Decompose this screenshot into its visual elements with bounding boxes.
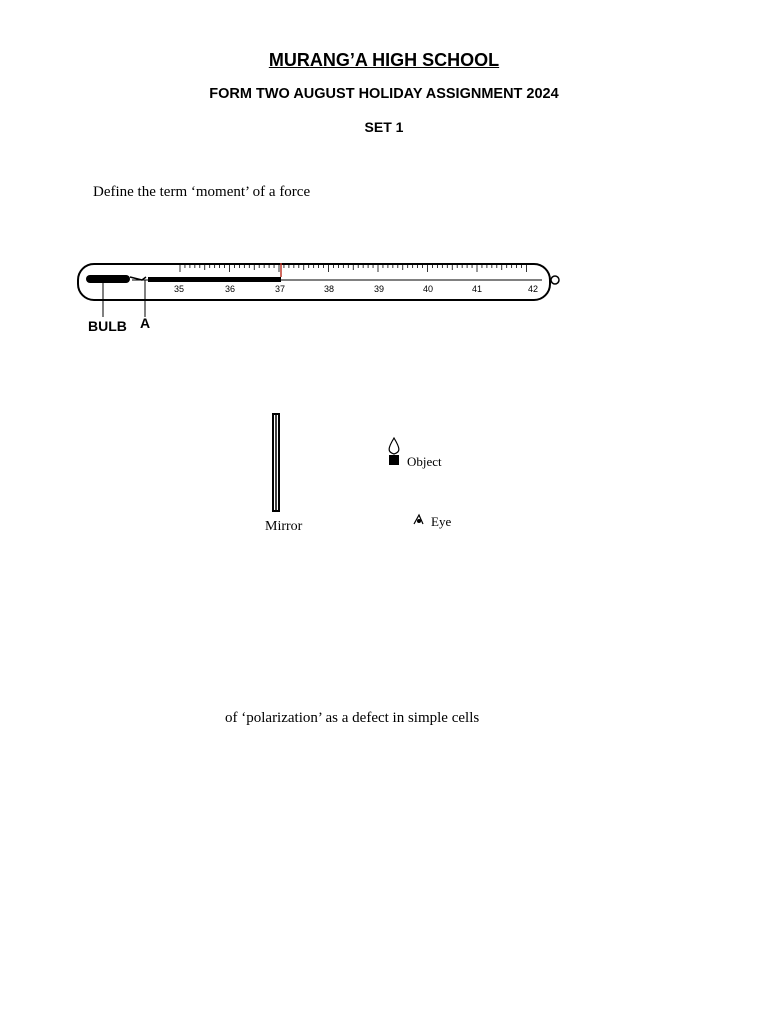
scale-label: 36: [224, 284, 236, 294]
assignment-title: FORM TWO AUGUST HOLIDAY ASSIGNMENT 2024: [209, 86, 559, 102]
eye-label: Eye: [431, 514, 452, 529]
scale-label: 38: [323, 284, 335, 294]
thermometer-end-ring: [551, 276, 559, 284]
scale-label: 35: [173, 284, 185, 294]
question-moment: Define the term ‘moment’ of a force: [93, 184, 311, 200]
scale-label: 41: [471, 284, 483, 294]
object-label: Object: [407, 454, 442, 469]
mercury-thread: [148, 277, 281, 282]
scale-label: 37: [274, 284, 286, 294]
question-polarization: of ‘polarization’ as a defect in simple cells: [225, 710, 480, 726]
mercury-bulb: [86, 275, 130, 283]
set-label: SET 1: [364, 119, 404, 135]
scale-label: 40: [422, 284, 434, 294]
plane-mirror-diagram: [255, 405, 485, 545]
scale-label: 39: [373, 284, 385, 294]
school-name: MURANG’A HIGH SCHOOL: [268, 50, 500, 70]
clinical-thermometer-diagram: [72, 255, 572, 340]
scale-label: 42: [527, 284, 539, 294]
constriction-label: A: [140, 315, 151, 331]
bulb-label: BULB: [88, 318, 127, 334]
object-icon: [389, 438, 399, 465]
eye-icon: [414, 515, 423, 524]
mirror-label: Mirror: [265, 519, 303, 534]
